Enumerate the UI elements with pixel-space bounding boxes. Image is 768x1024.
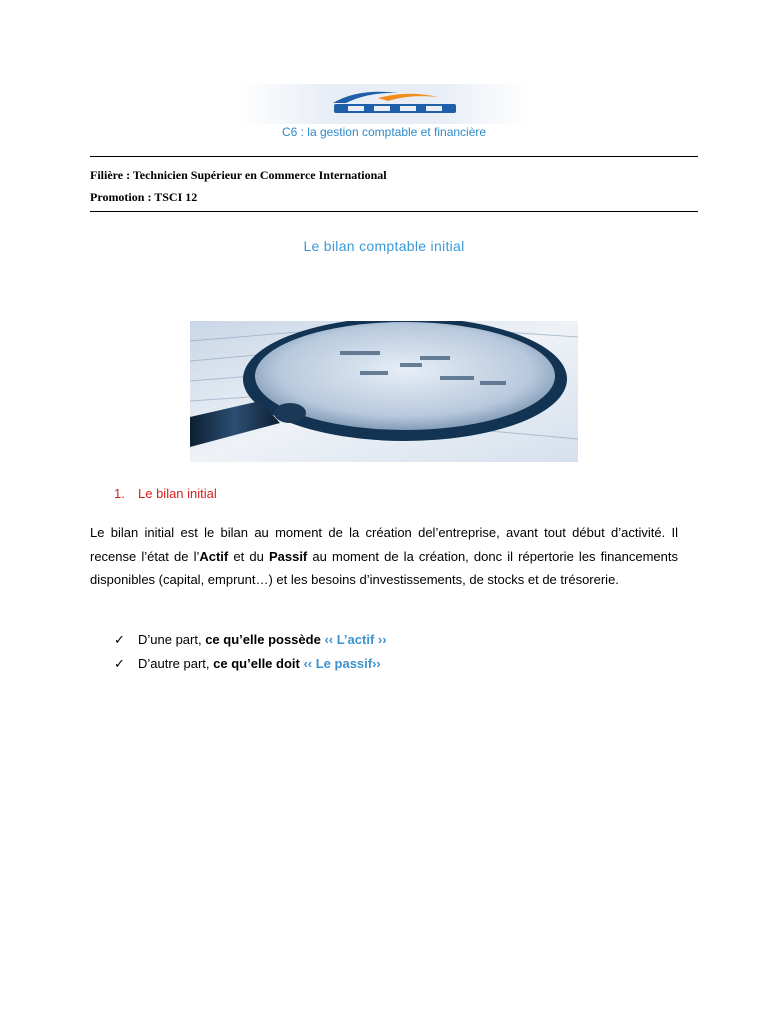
bullet-lead: D’une part, [138, 632, 206, 647]
bullet-highlight: ‹‹ L’actif ›› [324, 632, 387, 647]
paragraph-text-3: au moment de la création, donc il répertorie les financements disponibles (capital, emprunt…) et les besoins d’investissements, de stocks et de trésorerie. [90, 548, 678, 587]
top-rule [90, 156, 698, 157]
course-subtitle: C6 : la gestion comptable et financière [281, 125, 487, 139]
promotion-line: Promotion : TSCI 12 [90, 190, 198, 204]
bullet-bold: ce qu’elle possède [205, 632, 321, 647]
section-heading [114, 486, 217, 501]
checkmark-icon: ✓ [114, 656, 125, 671]
list-item [114, 632, 387, 648]
actif-term: Actif [199, 548, 229, 564]
section-number: 1. [114, 486, 125, 501]
bullet-lead: D’autre part, [138, 656, 214, 671]
checkmark-icon: ✓ [114, 632, 125, 647]
paragraph-text-1: Le bilan initial est le bilan au moment de la création del’entreprise, avant tout début d’activité. Il recense l’état de l’ [90, 525, 678, 564]
magnifying-glass-image [190, 321, 578, 462]
list-item [114, 656, 381, 672]
paragraph-text-2: et du [228, 548, 269, 564]
bullet-bold: ce qu’elle doit [213, 656, 300, 671]
section-heading-text: Le bilan initial [138, 486, 217, 501]
bottom-rule [90, 211, 698, 212]
body-paragraph [90, 521, 678, 592]
passif-term: Passif [268, 548, 308, 564]
filiere-line: Filière : Technicien Supérieur en Commerce International [90, 168, 387, 182]
bullet-highlight: ‹‹ Le passif›› [303, 656, 381, 671]
logo [238, 84, 530, 124]
page-title: Le bilan comptable initial [303, 238, 465, 254]
